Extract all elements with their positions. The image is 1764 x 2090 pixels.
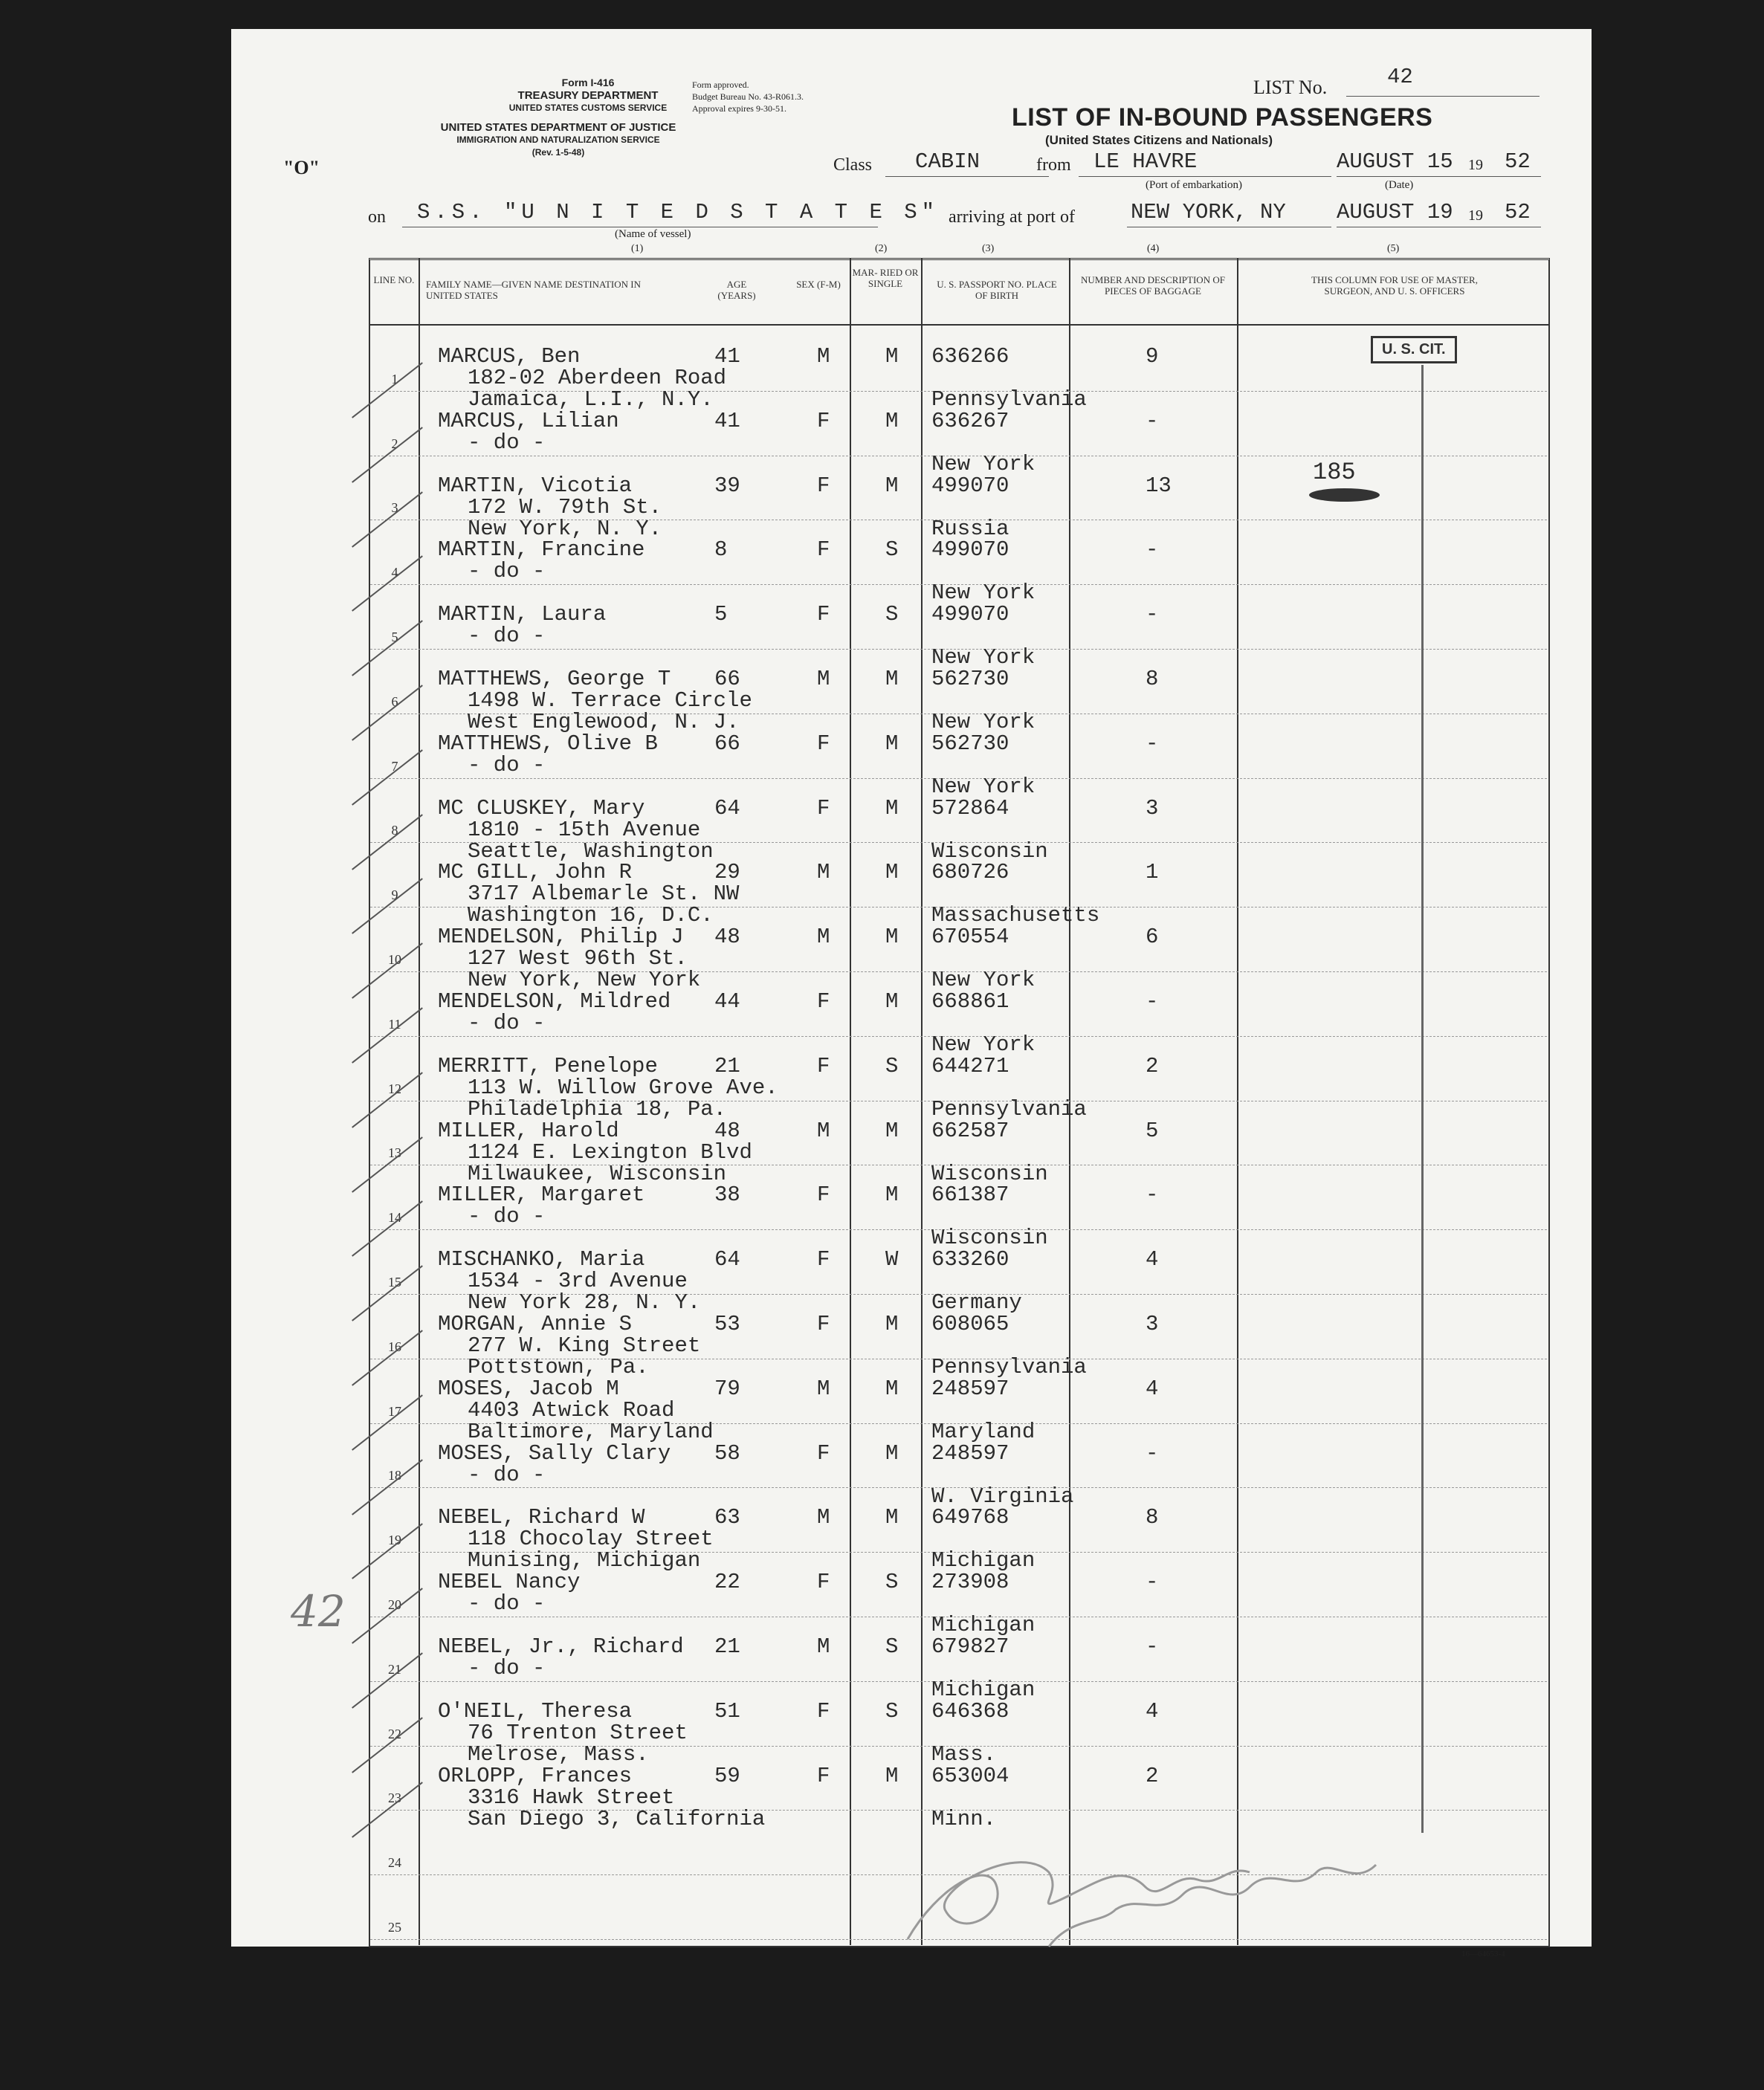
- baggage-count: -: [1146, 731, 1159, 756]
- place-of-birth: Pennsylvania: [931, 1355, 1087, 1379]
- address-line-1: 1498 W. Terrace Circle: [468, 688, 752, 713]
- passport-number: 668861: [931, 989, 1009, 1014]
- address-line-2: San Diego 3, California: [468, 1806, 766, 1831]
- marital-status: M: [885, 1376, 899, 1401]
- arrival-year-prefix: 19: [1468, 207, 1483, 224]
- line-number: 5: [391, 630, 398, 644]
- passport-number: 653004: [931, 1763, 1009, 1788]
- passenger-sex: F: [817, 1440, 830, 1466]
- line-number: 7: [391, 758, 398, 774]
- baggage-count: -: [1146, 537, 1159, 563]
- baggage-count: 6: [1146, 925, 1159, 950]
- address-line-1: - do -: [468, 1656, 546, 1680]
- passport-number: 499070: [931, 602, 1009, 627]
- passenger-sex: M: [817, 925, 830, 950]
- passport-number: 636267: [931, 408, 1009, 433]
- passenger-age: 53: [714, 1312, 740, 1336]
- place-of-birth: W. Virginia: [931, 1484, 1074, 1509]
- line-number: 6: [391, 693, 398, 709]
- passenger-name: NEBEL, Richard W: [438, 1505, 645, 1530]
- column-divider: [850, 258, 851, 1945]
- passenger-sex: F: [817, 1698, 830, 1724]
- place-of-birth: Massachusetts: [931, 903, 1100, 928]
- passenger-name: MILLER, Margaret: [438, 1182, 645, 1208]
- line-number: 18: [388, 1468, 401, 1484]
- manifest-page: [231, 29, 1592, 1958]
- passenger-age: 59: [714, 1763, 740, 1788]
- address-line-2: Seattle, Washington: [468, 838, 714, 864]
- passenger-age: 41: [714, 408, 740, 433]
- line-number: 19: [388, 1533, 401, 1548]
- passenger-age: 66: [714, 667, 740, 691]
- line-number: 8: [391, 823, 398, 838]
- departure-date: AUGUST 15: [1337, 149, 1453, 174]
- place-of-birth: Wisconsin: [931, 838, 1048, 864]
- place-of-birth: Michigan: [931, 1548, 1036, 1573]
- passport-number: 636266: [931, 344, 1009, 369]
- marital-status: M: [885, 1440, 899, 1466]
- vessel-name: S.S. "U N I T E D S T A T E S": [417, 200, 940, 224]
- passport-number: 608065: [931, 1312, 1009, 1336]
- marital-status: S: [885, 1570, 899, 1595]
- customs-service: UNITED STATES CUSTOMS SERVICE: [508, 103, 668, 113]
- passenger-sex: F: [817, 795, 830, 821]
- passport-number: 670554: [931, 925, 1009, 950]
- passenger-name: ORLOPP, Frances: [438, 1763, 633, 1788]
- arrival-port: NEW YORK, NY: [1131, 200, 1286, 224]
- passenger-age: 22: [714, 1570, 740, 1595]
- address-line-1: 277 W. King Street: [468, 1333, 701, 1358]
- class-underline: [885, 176, 1049, 177]
- marital-status: S: [885, 1698, 899, 1724]
- passenger-sex: M: [817, 1376, 830, 1401]
- passport-number: 649768: [931, 1505, 1009, 1530]
- stamp-arrow-line: [1421, 365, 1424, 1833]
- from-label: from: [1036, 155, 1071, 175]
- address-line-1: - do -: [468, 1204, 546, 1229]
- passenger-age: 39: [714, 473, 740, 498]
- address-line-2: Baltimore, Maryland: [468, 1419, 714, 1444]
- line-number: 24: [388, 1855, 401, 1871]
- header-officers: THIS COLUMN FOR USE OF MASTER, SURGEON, AND U. S. OFFICERS: [1311, 274, 1478, 297]
- list-underline: [1346, 96, 1540, 97]
- header-baggage: NUMBER AND DESCRIPTION OF PIECES OF BAGGAGE: [1081, 274, 1225, 297]
- place-of-birth: Minn.: [931, 1806, 997, 1831]
- marital-status: M: [885, 408, 899, 433]
- place-of-birth: New York: [931, 580, 1036, 606]
- baggage-count: -: [1146, 408, 1159, 433]
- passenger-sex: F: [817, 1312, 830, 1336]
- baggage-count: 4: [1146, 1376, 1159, 1401]
- passenger-age: 66: [714, 731, 740, 756]
- passenger-sex: M: [817, 344, 830, 369]
- treasury-dept: TREASURY DEPARTMENT: [517, 89, 659, 102]
- line-number: 20: [388, 1597, 401, 1612]
- place-of-birth: New York: [931, 451, 1036, 476]
- passenger-sex: M: [817, 1118, 830, 1143]
- place-of-birth: Germany: [931, 1290, 1022, 1316]
- address-line-2: Jamaica, L.I., N.Y.: [468, 387, 714, 412]
- baggage-count: -: [1146, 1570, 1159, 1595]
- address-line-1: 76 Trenton Street: [468, 1720, 688, 1745]
- departure-year: 52: [1505, 149, 1531, 174]
- class-label: Class: [833, 155, 873, 175]
- baggage-count: 9: [1146, 344, 1159, 369]
- passenger-name: MATTHEWS, George T: [438, 667, 671, 691]
- passenger-age: 29: [714, 860, 740, 885]
- address-line-2: Pottstown, Pa.: [468, 1355, 649, 1379]
- header-name: FAMILY NAME—GIVEN NAME DESTINATION IN UNITED STATES: [426, 279, 642, 301]
- header-married: MAR- RIED OR SINGLE: [852, 267, 919, 289]
- address-line-1: - do -: [468, 1011, 546, 1035]
- passenger-sex: F: [817, 537, 830, 563]
- column-number: (1): [631, 243, 644, 254]
- line-number: 21: [388, 1661, 401, 1677]
- passport-number: 499070: [931, 537, 1009, 563]
- date-caption: (Date): [1385, 179, 1414, 191]
- passenger-name: NEBEL, Jr., Richard: [438, 1634, 684, 1659]
- corner-code: "O": [283, 157, 320, 178]
- passport-number: 661387: [931, 1182, 1009, 1208]
- passenger-sex: F: [817, 1763, 830, 1788]
- from-caption: (Port of embarkation): [1146, 179, 1242, 191]
- baggage-count: 3: [1146, 795, 1159, 821]
- place-of-birth: New York: [931, 968, 1036, 993]
- officer-signature: [878, 1798, 1443, 1961]
- place-of-birth: Wisconsin: [931, 1226, 1048, 1251]
- arrival-date: AUGUST 19: [1337, 200, 1453, 224]
- baggage-count: 13: [1146, 473, 1172, 498]
- address-line-2: Milwaukee, Wisconsin: [468, 1161, 727, 1186]
- place-of-birth: New York: [931, 710, 1036, 734]
- passenger-name: MERRITT, Penelope: [438, 1053, 658, 1078]
- passenger-sex: M: [817, 667, 830, 691]
- address-line-1: 1810 - 15th Avenue: [468, 817, 701, 842]
- departure-year-prefix: 19: [1468, 157, 1483, 173]
- baggage-count: -: [1146, 1440, 1159, 1466]
- passenger-age: 21: [714, 1634, 740, 1659]
- passport-number: 248597: [931, 1376, 1009, 1401]
- address-line-1: - do -: [468, 1591, 546, 1617]
- approval-line-3: Approval expires 9-30-51.: [692, 103, 786, 114]
- passport-number: 646368: [931, 1698, 1009, 1724]
- column-divider: [921, 258, 923, 1945]
- line-number: 10: [388, 952, 401, 967]
- passenger-age: 48: [714, 925, 740, 950]
- marital-status: M: [885, 1763, 899, 1788]
- passport-number: 644271: [931, 1053, 1009, 1078]
- baggage-count: 1: [1146, 860, 1159, 885]
- baggage-count: 2: [1146, 1763, 1159, 1788]
- baggage-count: -: [1146, 989, 1159, 1014]
- marital-status: M: [885, 731, 899, 756]
- passenger-age: 48: [714, 1118, 740, 1143]
- passenger-name: MARCUS, Ben: [438, 344, 581, 369]
- passenger-name: MOSES, Jacob M: [438, 1376, 619, 1401]
- passport-number: 572864: [931, 795, 1009, 821]
- address-line-1: - do -: [468, 1462, 546, 1487]
- line-number: 3: [391, 500, 398, 516]
- passport-number: 633260: [931, 1247, 1009, 1272]
- passenger-name: NEBEL Nancy: [438, 1570, 581, 1595]
- marital-status: M: [885, 1312, 899, 1336]
- arrival-year: 52: [1505, 200, 1531, 224]
- address-line-1: - do -: [468, 430, 546, 455]
- passenger-name: MATTHEWS, Olive B: [438, 731, 658, 756]
- column-number: (5): [1387, 243, 1400, 254]
- line-number: 14: [388, 1210, 401, 1226]
- from-underline: [1079, 176, 1331, 177]
- passenger-name: MARCUS, Lilian: [438, 408, 619, 433]
- passenger-age: 79: [714, 1376, 740, 1401]
- passenger-age: 64: [714, 795, 740, 821]
- address-line-2: Philadelphia 18, Pa.: [468, 1096, 727, 1122]
- passport-number: 562730: [931, 667, 1009, 691]
- passenger-name: O'NEIL, Theresa: [438, 1698, 633, 1724]
- annotation-185: 185: [1313, 459, 1356, 486]
- passenger-name: MC GILL, John R: [438, 860, 633, 885]
- marital-status: M: [885, 667, 899, 691]
- approval-line-1: Form approved.: [692, 80, 749, 90]
- passenger-age: 21: [714, 1053, 740, 1078]
- place-of-birth: Pennsylvania: [931, 387, 1087, 412]
- line-number: 23: [388, 1790, 401, 1806]
- baggage-count: 8: [1146, 1505, 1159, 1530]
- place-of-birth: Michigan: [931, 1613, 1036, 1638]
- passport-number: 499070: [931, 473, 1009, 498]
- passenger-sex: F: [817, 1247, 830, 1272]
- address-line-1: 3717 Albemarle St. NW: [468, 881, 740, 907]
- passport-number: 680726: [931, 860, 1009, 885]
- address-line-2: New York, N. Y.: [468, 516, 662, 541]
- line-number: 2: [391, 436, 398, 451]
- ins-service: IMMIGRATION AND NATURALIZATION SERVICE: [456, 135, 660, 145]
- line-number: 4: [391, 565, 398, 580]
- address-line-2: West Englewood, N. J.: [468, 710, 740, 734]
- address-line-2: Melrose, Mass.: [468, 1741, 649, 1767]
- address-line-1: 4403 Atwick Road: [468, 1397, 675, 1423]
- passenger-sex: F: [817, 1570, 830, 1595]
- line-number: 16: [388, 1339, 401, 1354]
- line-number: 13: [388, 1145, 401, 1161]
- place-of-birth: Russia: [931, 516, 1009, 541]
- line-number: 15: [388, 1275, 401, 1290]
- passenger-age: 63: [714, 1505, 740, 1530]
- baggage-count: 4: [1146, 1247, 1159, 1272]
- address-line-1: 113 W. Willow Grove Ave.: [468, 1075, 778, 1100]
- line-number: 22: [388, 1726, 401, 1741]
- line-number: 17: [388, 1403, 401, 1419]
- line-number: 11: [388, 1016, 401, 1032]
- vessel-caption: (Name of vessel): [615, 228, 691, 240]
- baggage-count: -: [1146, 602, 1159, 627]
- address-line-2: New York 28, N. Y.: [468, 1290, 701, 1316]
- passenger-sex: F: [817, 473, 830, 498]
- marital-status: M: [885, 860, 899, 885]
- marital-status: M: [885, 1505, 899, 1530]
- address-line-1: - do -: [468, 752, 546, 777]
- line-number: 1: [391, 371, 398, 386]
- column-number: (3): [982, 243, 995, 254]
- baggage-count: 3: [1146, 1312, 1159, 1336]
- address-line-2: Munising, Michigan: [468, 1548, 701, 1573]
- marital-status: M: [885, 795, 899, 821]
- passenger-sex: F: [817, 408, 830, 433]
- passport-number: 248597: [931, 1440, 1009, 1466]
- passenger-name: MARTIN, Vicotia: [438, 473, 633, 498]
- place-of-birth: Wisconsin: [931, 1161, 1048, 1186]
- approval-line-2: Budget Bureau No. 43-R061.3.: [692, 91, 804, 102]
- address-line-1: - do -: [468, 559, 546, 584]
- place-of-birth: New York: [931, 645, 1036, 670]
- address-line-1: 1124 E. Lexington Blvd: [468, 1139, 752, 1165]
- marital-status: M: [885, 925, 899, 950]
- baggage-count: 8: [1146, 667, 1159, 691]
- address-line-1: 1534 - 3rd Avenue: [468, 1269, 688, 1294]
- address-line-1: 127 West 96th St.: [468, 946, 688, 971]
- address-line-1: 3316 Hawk Street: [468, 1785, 675, 1810]
- passenger-age: 41: [714, 344, 740, 369]
- passenger-age: 5: [714, 602, 728, 627]
- passenger-name: MORGAN, Annie S: [438, 1312, 633, 1336]
- date-underline: [1337, 176, 1541, 177]
- place-of-birth: New York: [931, 774, 1036, 799]
- justice-dept: UNITED STATES DEPARTMENT OF JUSTICE: [440, 121, 676, 134]
- passenger-sex: M: [817, 1505, 830, 1530]
- passenger-age: 38: [714, 1182, 740, 1208]
- address-line-2: New York, New York: [468, 968, 701, 993]
- marital-status: S: [885, 537, 899, 563]
- arriving-label: arriving at port of: [949, 207, 1075, 227]
- revision: (Rev. 1-5-48): [532, 147, 585, 158]
- line-number: 25: [388, 1920, 401, 1935]
- marital-status: M: [885, 1118, 899, 1143]
- place-of-birth: New York: [931, 1032, 1036, 1057]
- line-number: 9: [391, 887, 398, 903]
- column-divider: [419, 258, 420, 1945]
- baggage-count: -: [1146, 1182, 1159, 1208]
- passenger-age: 44: [714, 989, 740, 1014]
- baggage-count: 5: [1146, 1118, 1159, 1143]
- passport-number: 662587: [931, 1118, 1009, 1143]
- place-of-birth: Mass.: [931, 1741, 997, 1767]
- passenger-name: MISCHANKO, Maria: [438, 1247, 645, 1272]
- header-passport: U. S. PASSPORT NO. PLACE OF BIRTH: [937, 279, 1057, 301]
- marital-status: W: [885, 1247, 899, 1272]
- list-label: LIST No.: [1253, 77, 1328, 98]
- header-line-no: LINE NO.: [373, 274, 415, 285]
- page-title: LIST OF IN-BOUND PASSENGERS: [1012, 103, 1433, 132]
- address-line-1: - do -: [468, 624, 546, 649]
- baggage-count: 4: [1146, 1698, 1159, 1724]
- address-line-2: Washington 16, D.C.: [468, 903, 714, 928]
- baggage-count: 2: [1146, 1053, 1159, 1078]
- passenger-name: MARTIN, Laura: [438, 602, 607, 627]
- marital-status: M: [885, 344, 899, 369]
- passenger-sex: F: [817, 1182, 830, 1208]
- passport-number: 562730: [931, 731, 1009, 756]
- passenger-age: 8: [714, 537, 728, 563]
- passenger-name: MENDELSON, Philip J: [438, 925, 684, 950]
- passenger-sex: F: [817, 989, 830, 1014]
- passenger-age: 51: [714, 1698, 740, 1724]
- column-number: (2): [875, 243, 888, 254]
- passenger-name: MC CLUSKEY, Mary: [438, 795, 645, 821]
- passport-number: 273908: [931, 1570, 1009, 1595]
- place-of-birth: Pennsylvania: [931, 1096, 1087, 1122]
- passenger-age: 64: [714, 1247, 740, 1272]
- on-label: on: [368, 207, 386, 227]
- line-number: 12: [388, 1081, 401, 1096]
- us-citizen-stamp: U. S. CIT.: [1371, 336, 1457, 363]
- header-age: AGE (YEARS): [717, 279, 756, 301]
- passenger-name: MENDELSON, Mildred: [438, 989, 671, 1014]
- column-number: (4): [1147, 243, 1160, 254]
- address-line-1: 118 Chocolay Street: [468, 1527, 714, 1552]
- passenger-sex: M: [817, 1634, 830, 1659]
- from-value: LE HAVRE: [1093, 149, 1198, 174]
- passenger-name: MARTIN, Francine: [438, 537, 645, 563]
- column-divider: [1237, 258, 1238, 1945]
- passenger-age: 58: [714, 1440, 740, 1466]
- form-footer-code: 16—64653-4: [1461, 1950, 1505, 1958]
- passenger-sex: F: [817, 602, 830, 627]
- marital-status: S: [885, 602, 899, 627]
- place-of-birth: Maryland: [931, 1419, 1036, 1444]
- list-number: 42: [1387, 65, 1413, 89]
- marital-status: M: [885, 1182, 899, 1208]
- header-divider: [369, 324, 1550, 326]
- passenger-sex: F: [817, 731, 830, 756]
- baggage-count: -: [1146, 1634, 1159, 1659]
- marital-status: S: [885, 1053, 899, 1078]
- marital-status: M: [885, 473, 899, 498]
- address-line-1: 182-02 Aberdeen Road: [468, 366, 727, 390]
- margin-note: 42: [291, 1586, 346, 1637]
- class-value: CABIN: [915, 149, 980, 174]
- marital-status: M: [885, 989, 899, 1014]
- passenger-sex: F: [817, 1053, 830, 1078]
- passenger-name: MILLER, Harold: [438, 1118, 619, 1143]
- place-of-birth: Michigan: [931, 1678, 1036, 1702]
- address-line-1: 172 W. 79th St.: [468, 494, 662, 520]
- passport-number: 679827: [931, 1634, 1009, 1659]
- marital-status: S: [885, 1634, 899, 1659]
- page-subtitle: (United States Citizens and Nationals): [1045, 133, 1273, 147]
- form-number: Form I-416: [561, 77, 615, 88]
- passenger-name: MOSES, Sally Clary: [438, 1440, 671, 1466]
- passenger-sex: M: [817, 860, 830, 885]
- ink-smudge: [1309, 488, 1380, 502]
- header-sex: SEX (F-M): [796, 279, 841, 290]
